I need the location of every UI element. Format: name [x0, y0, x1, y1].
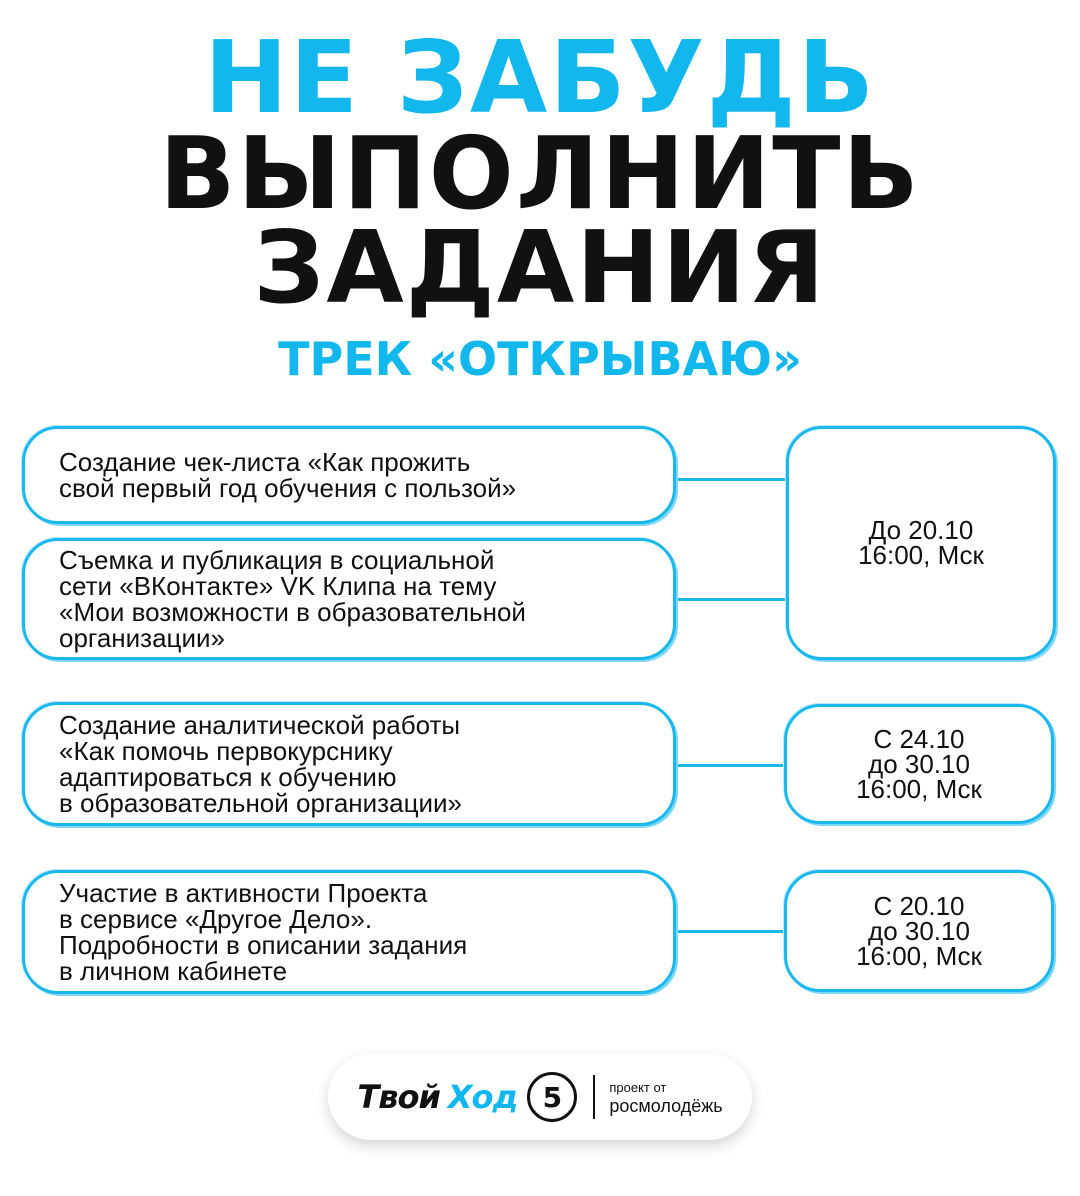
task-text: Создание чек-листа «Как прожить свой первый год обучения с пользой»	[59, 447, 517, 503]
heading-line-1: НЕ ЗАБУДЬ	[204, 19, 876, 136]
deadline-card-2	[784, 704, 1054, 824]
deadline-card-1	[786, 426, 1056, 660]
task-text: Участие в активности Проекта в сервисе «Другое Дело». Подробности в описании задания в личном кабинете	[59, 878, 468, 986]
task-text: Создание аналитической работы «Как помочь первокурснику адаптироваться к обучению в образовательной организации»	[59, 710, 462, 818]
task-card-analytics	[22, 702, 676, 826]
partner-logo	[609, 1079, 722, 1115]
logo-divider	[593, 1075, 595, 1119]
brand-name-part1: Твой	[357, 1078, 440, 1116]
track-title: ТРЕК «ОТКРЫВАЮ»	[278, 332, 802, 386]
connector-line	[674, 598, 788, 601]
deadline-card-3	[784, 870, 1054, 992]
connector-line	[674, 764, 784, 767]
connector-line	[674, 478, 788, 481]
task-card-checklist	[22, 426, 676, 524]
heading-line-2: ВЫПОЛНИТЬ	[159, 115, 921, 232]
partner-caption: проект от	[609, 1080, 667, 1095]
task-card-vk-clip	[22, 538, 676, 660]
task-text: Съемка и публикация в социальной сети «ВКонтакте» VK Клипа на тему «Мои возможности в образовательной организации»	[59, 545, 526, 653]
badge-five-icon: 5	[527, 1072, 577, 1122]
deadline-text: До 20.10 16:00, Мск	[858, 515, 984, 570]
partner-name: росмолодёжь	[609, 1096, 723, 1116]
deadline-text: С 20.10 до 30.10 16:00, Мск	[856, 890, 982, 971]
brand-name-part2: Ход	[447, 1078, 518, 1116]
heading-line-3: ЗАДАНИЯ	[253, 209, 827, 326]
connector-line	[674, 930, 784, 933]
task-card-drugoe-delo	[22, 870, 676, 994]
footer-logo	[328, 1054, 752, 1140]
deadline-text: С 24.10 до 30.10 16:00, Мск	[856, 723, 982, 804]
